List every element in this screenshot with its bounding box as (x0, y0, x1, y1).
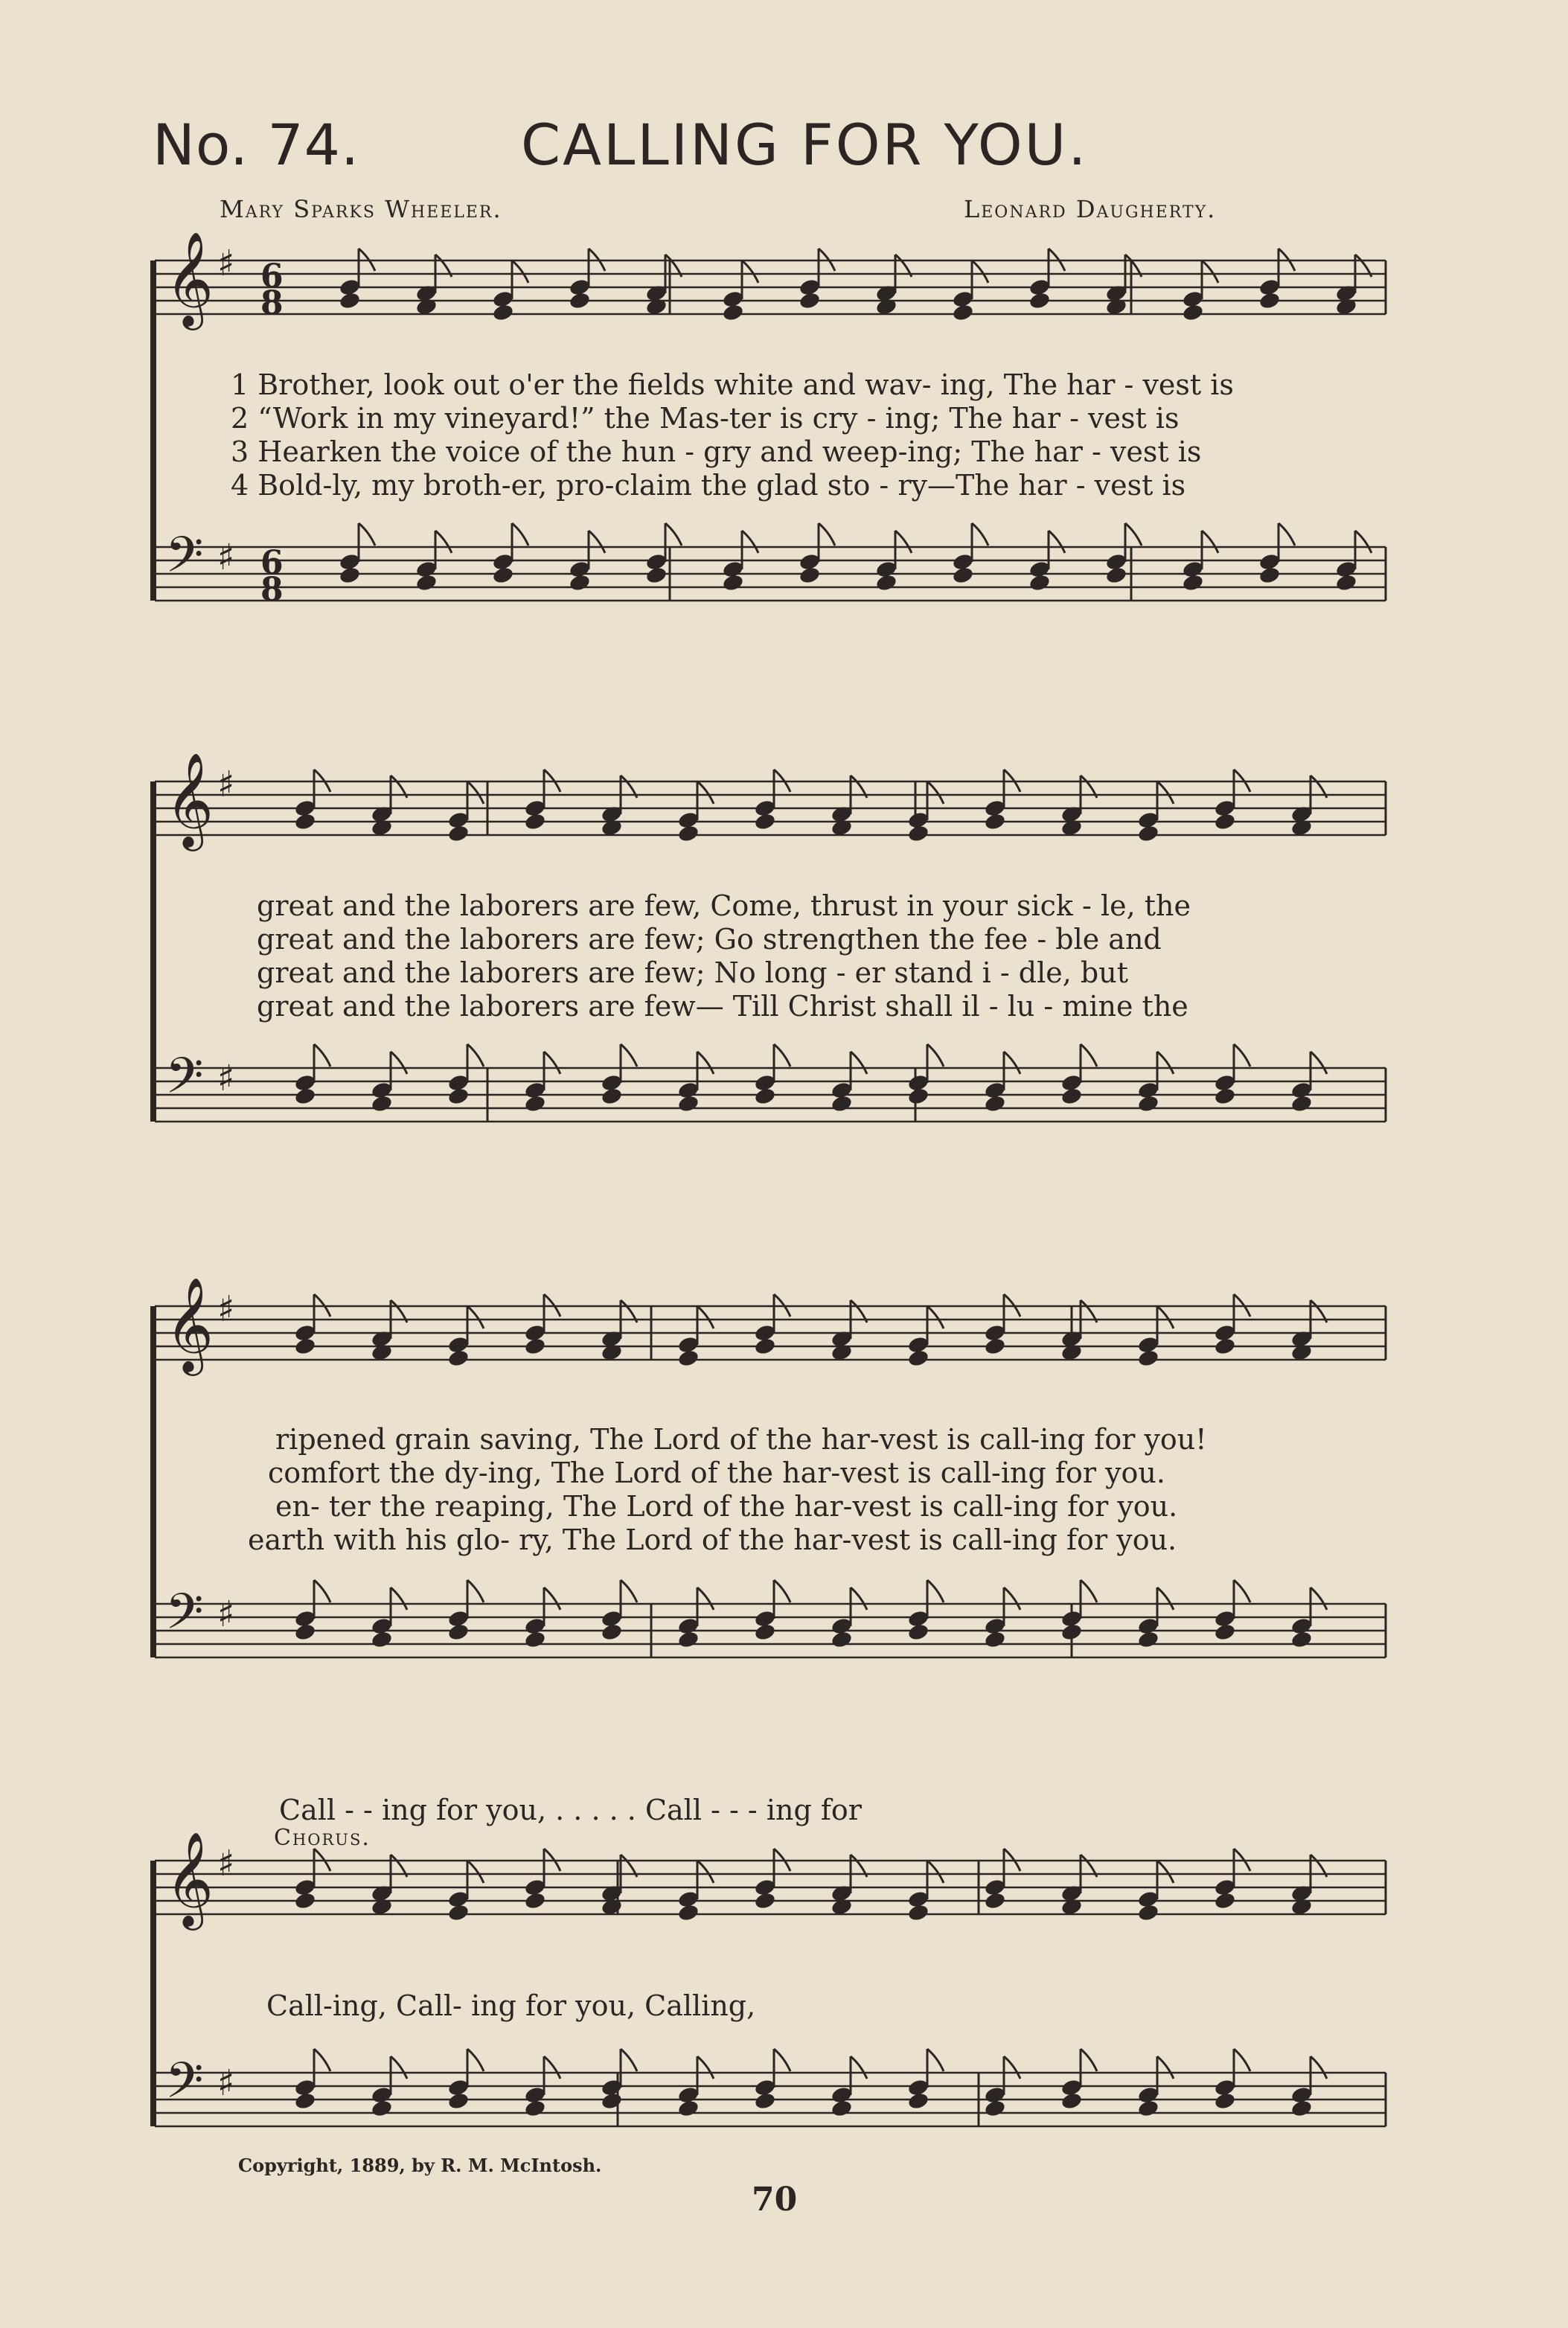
note-head-icon (754, 1087, 777, 1106)
note-head-icon (492, 303, 515, 322)
note-flag (359, 523, 375, 546)
note-head-icon (1258, 566, 1281, 585)
note-flag (621, 1580, 637, 1602)
note-flag (697, 1587, 714, 1610)
note-flag (512, 260, 528, 283)
key-signature-sharp-icon: ♯ (217, 1058, 235, 1099)
copyright-notice: Copyright, 1889, by R. M. McIntosh. (238, 2155, 602, 2176)
note-head-icon (677, 824, 700, 843)
system-brace-bar (150, 1861, 156, 2126)
treble-clef-icon: 𝄞 (165, 1276, 214, 1372)
note-head-icon (294, 812, 317, 831)
note-head-icon (907, 1622, 930, 1642)
note-flag (1202, 260, 1218, 283)
note-head-icon (1214, 1337, 1237, 1356)
note-flag (1234, 1044, 1250, 1067)
note-head-icon (524, 812, 547, 831)
page-number: 70 (752, 2181, 798, 2219)
note-flag (927, 2049, 944, 2071)
key-signature-sharp-icon: ♯ (217, 1593, 235, 1635)
lyric-line: 2 “Work in my vineyard!” the Mas-ter is cry - ing; The har - vest is (231, 402, 1180, 435)
note-head-icon (524, 2099, 547, 2118)
key-signature-sharp-icon: ♯ (217, 537, 235, 578)
note-head-icon (875, 573, 898, 592)
lyric-line: ripened grain saving, The Lord of the har-vest is call-ing for you! (275, 1423, 1207, 1456)
note-flag (467, 2049, 484, 2071)
note-head-icon (447, 2091, 470, 2111)
note-head-icon (984, 1630, 1007, 1649)
note-head-icon (415, 573, 438, 592)
note-flag (467, 1580, 484, 1602)
note-head-icon (1182, 303, 1205, 322)
note-flag (1081, 1044, 1097, 1067)
note-flag (512, 523, 528, 546)
note-head-icon (339, 291, 362, 310)
note-head-icon (447, 1349, 470, 1368)
treble-clef-icon: 𝄞 (165, 1831, 214, 1926)
lyric-line: en- ter the reaping, The Lord of the har-vest is call-ing for you. (275, 1490, 1178, 1523)
note-flag (927, 1044, 944, 1067)
note-flag (391, 2056, 407, 2079)
chorus-lower-lyric: Call-ing, Call- ing for you, Calling, (266, 1989, 756, 2022)
note-head-icon (952, 566, 975, 585)
note-head-icon (722, 573, 745, 592)
note-flag (697, 1861, 714, 1883)
note-head-icon (831, 1094, 854, 1113)
note-flag (742, 260, 758, 283)
note-head-icon (984, 1891, 1007, 1910)
author-credit: Mary Sparks Wheeler. (220, 195, 502, 223)
note-head-icon (1214, 812, 1237, 831)
note-head-icon (447, 824, 470, 843)
note-head-icon (984, 1337, 1007, 1356)
note-flag (544, 1052, 560, 1074)
lyric-line: 3 Hearken the voice of the hun - gry and weep-ing; The har - vest is (231, 435, 1202, 468)
key-signature-sharp-icon: ♯ (217, 1288, 235, 1330)
note-head-icon (1290, 1094, 1313, 1113)
note-head-icon (601, 1622, 624, 1642)
note-head-icon (645, 566, 668, 585)
note-head-icon (799, 291, 822, 310)
note-flag (1234, 1580, 1250, 1602)
note-flag (391, 1052, 407, 1074)
note-head-icon (907, 1349, 930, 1368)
lyric-line: great and the laborers are few; Go strengthen the fee - ble and (257, 923, 1162, 956)
note-head-icon (1214, 1622, 1237, 1642)
note-flag (1311, 1052, 1327, 1074)
note-head-icon (799, 566, 822, 585)
key-signature-sharp-icon: ♯ (217, 243, 235, 284)
note-flag (621, 1044, 637, 1067)
note-head-icon (1335, 573, 1358, 592)
note-head-icon (524, 1337, 547, 1356)
note-head-icon (831, 2099, 854, 2118)
time-signature-bottom: 8 (260, 284, 284, 322)
note-flag (544, 1587, 560, 1610)
system-brace-bar (150, 1306, 156, 1657)
note-flag (742, 531, 758, 553)
note-head-icon (1060, 1087, 1084, 1106)
note-head-icon (677, 1094, 700, 1113)
note-head-icon (569, 573, 592, 592)
note-head-icon (677, 1349, 700, 1368)
note-flag (1004, 1587, 1020, 1610)
note-flag (1234, 2049, 1250, 2071)
note-head-icon (1137, 1094, 1160, 1113)
note-head-icon (524, 1891, 547, 1910)
note-flag (851, 2056, 867, 2079)
note-head-icon (294, 2091, 317, 2111)
lyric-line: great and the laborers are few; No long - er stand i - dle, but (257, 956, 1129, 989)
note-head-icon (447, 1622, 470, 1642)
note-head-icon (371, 2099, 394, 2118)
note-head-icon (754, 1891, 777, 1910)
note-head-icon (907, 1087, 930, 1106)
composer-credit: Leonard Daugherty. (964, 195, 1217, 223)
lyric-line: great and the laborers are few, Come, thrust in your sick - le, the (257, 889, 1191, 922)
note-head-icon (1137, 824, 1160, 843)
key-signature-sharp-icon: ♯ (217, 2062, 235, 2104)
note-head-icon (754, 2091, 777, 2111)
note-flag (1125, 523, 1142, 546)
note-flag (927, 1580, 944, 1602)
note-head-icon (1137, 1630, 1160, 1649)
note-head-icon (1258, 291, 1281, 310)
note-head-icon (984, 2099, 1007, 2118)
note-flag (544, 2056, 560, 2079)
note-head-icon (601, 2091, 624, 2111)
note-flag (1157, 781, 1174, 804)
note-head-icon (722, 303, 745, 322)
note-flag (314, 2049, 330, 2071)
note-flag (314, 1580, 330, 1602)
note-head-icon (601, 1087, 624, 1106)
note-head-icon (492, 566, 515, 585)
note-flag (895, 531, 912, 553)
note-flag (1311, 2056, 1327, 2079)
note-head-icon (907, 1903, 930, 1922)
note-flag (665, 523, 682, 546)
note-head-icon (1137, 2099, 1160, 2118)
note-flag (1081, 1580, 1097, 1602)
note-head-icon (1214, 2091, 1237, 2111)
note-head-icon (1028, 573, 1052, 592)
note-head-icon (1290, 1630, 1313, 1649)
note-flag (1202, 531, 1218, 553)
bass-clef-icon: 𝄢 (165, 2052, 204, 2121)
note-flag (1311, 1587, 1327, 1610)
note-flag (697, 1306, 714, 1328)
note-flag (851, 1587, 867, 1610)
lyric-line: 4 Bold-ly, my broth-er, pro-claim the glad sto - ry—The har - vest is (231, 469, 1186, 502)
note-head-icon (339, 566, 362, 585)
note-flag (391, 1587, 407, 1610)
note-head-icon (831, 1630, 854, 1649)
bass-clef-icon: 𝄢 (165, 526, 204, 595)
note-flag (589, 531, 605, 553)
chorus-upper-lyric: Call - - ing for you, . . . . . Call - - - ing for (279, 1794, 862, 1826)
note-flag (927, 1861, 944, 1883)
system-brace-bar (150, 781, 156, 1122)
note-flag (972, 523, 988, 546)
key-signature-sharp-icon: ♯ (217, 1843, 235, 1884)
chorus-label: Chorus. (274, 1825, 371, 1851)
note-head-icon (371, 1630, 394, 1649)
lyric-line: earth with his glo- ry, The Lord of the har-vest is call-ing for you. (248, 1523, 1177, 1556)
note-flag (1279, 523, 1295, 546)
note-flag (314, 1044, 330, 1067)
note-flag (1004, 2056, 1020, 2079)
note-head-icon (1137, 1903, 1160, 1922)
note-head-icon (984, 1094, 1007, 1113)
note-flag (697, 781, 714, 804)
lyric-line: comfort the dy-ing, The Lord of the har-vest is call-ing for you. (268, 1456, 1165, 1489)
note-head-icon (1214, 1087, 1237, 1106)
note-head-icon (984, 812, 1007, 831)
note-head-icon (952, 303, 975, 322)
note-flag (774, 1044, 790, 1067)
note-flag (1157, 1861, 1174, 1883)
note-flag (972, 260, 988, 283)
note-head-icon (754, 1622, 777, 1642)
note-head-icon (294, 1622, 317, 1642)
note-flag (1157, 1587, 1174, 1610)
note-head-icon (1214, 1891, 1237, 1910)
hymn-number: No. 74. (153, 112, 360, 178)
note-head-icon (1028, 291, 1052, 310)
note-head-icon (677, 2099, 700, 2118)
key-signature-sharp-icon: ♯ (217, 764, 235, 805)
note-flag (1157, 2056, 1174, 2079)
note-flag (1157, 1052, 1174, 1074)
note-flag (774, 2049, 790, 2071)
treble-clef-icon: 𝄞 (165, 231, 214, 326)
note-head-icon (569, 291, 592, 310)
note-flag (927, 1306, 944, 1328)
note-head-icon (524, 1630, 547, 1649)
lyric-line: great and the laborers are few— Till Christ shall il - lu - mine the (257, 990, 1188, 1023)
bass-clef-icon: 𝄢 (165, 1583, 204, 1652)
note-flag (467, 1861, 484, 1883)
note-flag (1157, 1306, 1174, 1328)
time-signature-top: 6 (260, 258, 284, 295)
note-head-icon (1060, 1622, 1084, 1642)
system-brace-bar (150, 260, 156, 601)
note-head-icon (447, 1087, 470, 1106)
note-flag (851, 1052, 867, 1074)
lyric-line: 1 Brother, look out o'er the fields white and wav- ing, The har - vest is (231, 368, 1234, 401)
note-head-icon (754, 1337, 777, 1356)
note-flag (1049, 531, 1065, 553)
note-head-icon (294, 1337, 317, 1356)
note-flag (1081, 2049, 1097, 2071)
note-head-icon (1060, 2091, 1084, 2111)
note-flag (467, 1044, 484, 1067)
note-head-icon (294, 1891, 317, 1910)
note-head-icon (1290, 2099, 1313, 2118)
note-head-icon (447, 1903, 470, 1922)
time-signature-top: 6 (260, 544, 284, 582)
note-flag (1004, 1052, 1020, 1074)
note-head-icon (371, 1094, 394, 1113)
note-head-icon (677, 1903, 700, 1922)
note-flag (927, 781, 944, 804)
note-flag (774, 1580, 790, 1602)
bass-clef-icon: 𝄢 (165, 1047, 204, 1116)
note-flag (467, 1306, 484, 1328)
note-head-icon (1105, 566, 1128, 585)
time-signature-bottom: 8 (260, 571, 284, 609)
note-flag (819, 523, 835, 546)
note-head-icon (754, 812, 777, 831)
note-head-icon (524, 1094, 547, 1113)
note-head-icon (907, 2091, 930, 2111)
note-head-icon (677, 1630, 700, 1649)
note-head-icon (907, 824, 930, 843)
note-flag (621, 2049, 637, 2071)
treble-clef-icon: 𝄞 (165, 752, 214, 847)
note-flag (1355, 531, 1372, 553)
note-flag (467, 781, 484, 804)
note-flag (697, 2056, 714, 2079)
note-head-icon (1182, 573, 1205, 592)
note-flag (435, 531, 452, 553)
note-flag (697, 1052, 714, 1074)
note-head-icon (294, 1087, 317, 1106)
hymn-title: CALLING FOR YOU. (521, 112, 1089, 178)
note-head-icon (1137, 1349, 1160, 1368)
